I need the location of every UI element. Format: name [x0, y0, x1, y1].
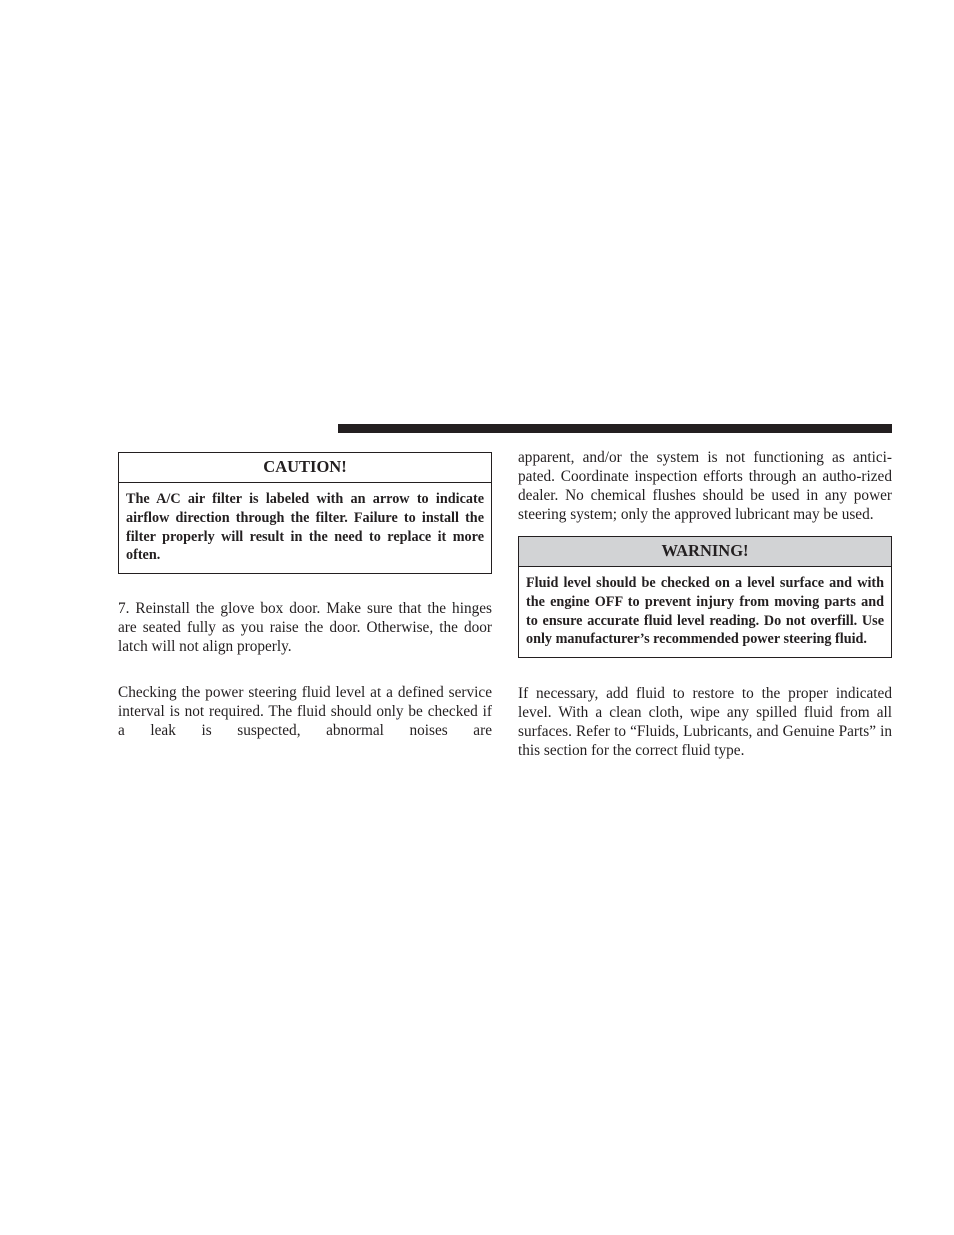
section-header-rule — [338, 424, 892, 433]
warning-box — [518, 536, 892, 658]
caution-box — [118, 452, 492, 574]
add-fluid-paragraph: If necessary, add fluid to restore to the proper indicated level. With a clean cloth, wipe any spilled fluid from all surfaces. Refer to “Fluids, Lubricants, and Genuine Parts” in this section for the correct fluid type. — [518, 685, 892, 760]
right-column — [518, 448, 892, 760]
warning-heading: WARNING! — [519, 537, 891, 567]
inspection-paragraph: apparent, and/or the system is not functioning as antici-pated. Coordinate inspection efforts through an autho-rized dealer. No chemical flushes should be used in any power steering system; only the approved lubricant may be used. — [518, 449, 892, 523]
warning-text: Fluid level should be checked on a level surface and with the engine OFF to prevent injury from moving parts and to ensure accurate fluid level reading. Do not overfill. Use only manufacturer’s recommended power steering fluid. — [526, 575, 884, 648]
power-steering-intro-paragraph: Checking the power steering fluid level at a defined service interval is not required. The fluid should only be checked if a leak is suspected, abnormal noises are — [118, 684, 492, 740]
step-7-paragraph: 7. Reinstall the glove box door. Make sure that the hinges are seated fully as you raise the door. Otherwise, the door latch will not align properly. — [118, 600, 492, 656]
caution-text: The A/C air filter is labeled with an arrow to indicate airflow direction through the filter. Failure to install the filter properly will result in the need to replace it more often. — [126, 491, 484, 564]
caution-heading: CAUTION! — [119, 453, 491, 483]
left-column — [118, 452, 492, 740]
